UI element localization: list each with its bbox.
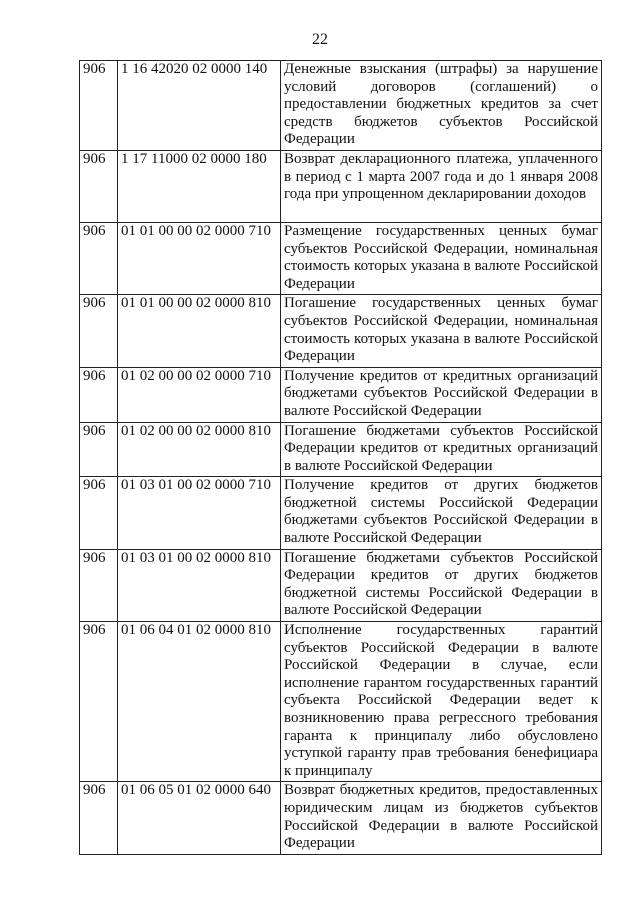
description-cell: Погашение бюджетами субъектов Российской Федерации кредитов от кредитных организаций в валюте Российской Федерации <box>281 422 602 477</box>
budget-code-cell: 01 03 01 00 02 0000 810 <box>118 549 281 621</box>
description-cell: Погашение государственных ценных бумаг субъектов Российской Федерации, номинальная стоимость которых указана в валюте Российской Федерации <box>281 295 602 367</box>
budget-code-cell: 1 16 42020 02 0000 140 <box>118 61 281 151</box>
description-cell: Исполнение государственных гарантий субъектов Российской Федерации в валюте Российской Федерации в случае, если исполнение гарантом государственных гарантий субъекта Российской Федерации ведет к возникновению права регрессного требования гаранта к принципалу либо обусловлено уступкой гаранту прав требования бенефициара к принципалу <box>281 622 602 782</box>
description-cell: Получение кредитов от других бюджетов бюджетной системы Российской Федерации бюджетами субъектов Российской Федерации в валюте Российской Федерации <box>281 477 602 549</box>
table-body <box>80 61 602 855</box>
admin-code-cell: 906 <box>80 549 118 621</box>
admin-code-cell: 906 <box>80 422 118 477</box>
table-row <box>80 782 602 854</box>
budget-code-cell: 01 01 00 00 02 0000 710 <box>118 222 281 294</box>
budget-code-cell: 01 02 00 00 02 0000 810 <box>118 422 281 477</box>
table-row <box>80 150 602 222</box>
admin-code-cell: 906 <box>80 622 118 782</box>
description-cell: Возврат бюджетных кредитов, предоставленных юридическим лицам из бюджетов субъектов Российской Федерации в валюте Российской Федерации <box>281 782 602 854</box>
budget-code-cell: 1 17 11000 02 0000 180 <box>118 150 281 222</box>
description-cell: Размещение государственных ценных бумаг субъектов Российской Федерации, номинальная стоимость которых указана в валюте Российской Федерации <box>281 222 602 294</box>
description-cell: Погашение бюджетами субъектов Российской Федерации кредитов от других бюджетов бюджетной системы Российской Федерации в валюте Российской Федерации <box>281 549 602 621</box>
table-row <box>80 367 602 422</box>
budget-code-cell: 01 06 05 01 02 0000 640 <box>118 782 281 854</box>
description-cell: Денежные взыскания (штрафы) за нарушение условий договоров (соглашений) о предоставлении бюджетных кредитов за счет средств бюджетов субъектов Российской Федерации <box>281 61 602 151</box>
admin-code-cell: 906 <box>80 367 118 422</box>
budget-code-cell: 01 01 00 00 02 0000 810 <box>118 295 281 367</box>
table-row <box>80 422 602 477</box>
budget-code-cell: 01 03 01 00 02 0000 710 <box>118 477 281 549</box>
description-cell: Возврат декларационного платежа, уплаченного в период с 1 марта 2007 года и до 1 января 2008 года при упрощенном декларировании доходов <box>281 150 602 222</box>
admin-code-cell: 906 <box>80 477 118 549</box>
admin-code-cell: 906 <box>80 222 118 294</box>
table-row <box>80 295 602 367</box>
budget-code-cell: 01 06 04 01 02 0000 810 <box>118 622 281 782</box>
table-row <box>80 477 602 549</box>
admin-code-cell: 906 <box>80 150 118 222</box>
description-cell: Получение кредитов от кредитных организаций бюджетами субъектов Российской Федерации в валюте Российской Федерации <box>281 367 602 422</box>
page-number: 22 <box>312 31 328 48</box>
table-row <box>80 549 602 621</box>
admin-code-cell: 906 <box>80 61 118 151</box>
budget-code-cell: 01 02 00 00 02 0000 710 <box>118 367 281 422</box>
admin-code-cell: 906 <box>80 295 118 367</box>
table-row <box>80 61 602 151</box>
table-row <box>80 622 602 782</box>
admin-code-cell: 906 <box>80 782 118 854</box>
budget-codes-table <box>79 60 602 855</box>
table-row <box>80 222 602 294</box>
